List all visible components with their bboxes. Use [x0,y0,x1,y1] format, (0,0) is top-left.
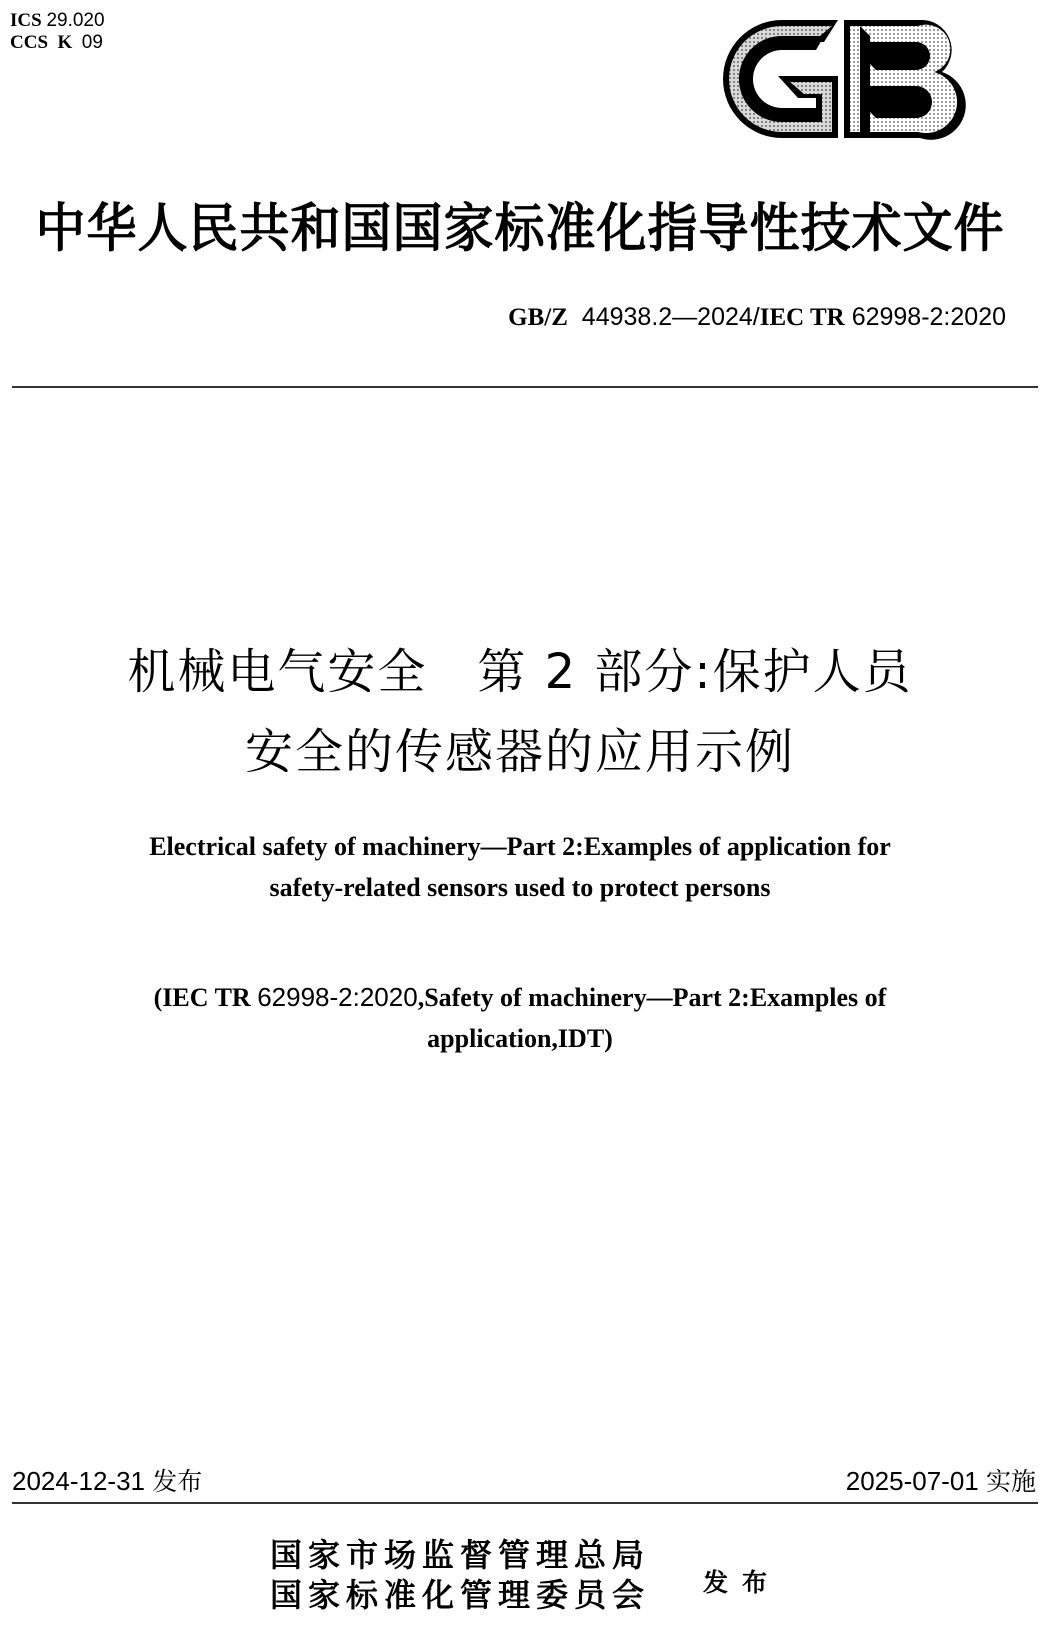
issuing-authorities [270,1535,650,1615]
ccs-line: CCS K 09 [10,32,103,53]
standard-main-number: 44938.2—2024/ [581,303,760,331]
standard-prefix: GB/Z [508,304,568,331]
english-title [0,826,1040,908]
ics-code: 29.020 [46,10,105,31]
chinese-title-line2: 安全的传感器的应用示例 [244,724,795,780]
ccs-code: 09 [81,32,103,53]
top-divider [12,386,1038,388]
bottom-divider [12,1502,1038,1504]
iec-equivalence-line2: application,IDT) [427,1024,613,1053]
issuer-samr: 国家市场监督管理总局 [270,1536,651,1574]
chinese-title [0,632,1040,792]
issuer-sac: 国家标准化管理委员会 [270,1576,651,1614]
issue-action-label: 发布 [703,1568,782,1597]
standard-iec-prefix: IEC TR [759,304,845,331]
ccs-letter: K [57,32,73,53]
standard-number [508,303,1006,332]
ics-line: ICS 29.020 [10,10,105,31]
classification-codes [10,10,105,54]
implementation-date: 2025-07-01 实施 [845,1466,1036,1496]
iec-equivalence [0,977,1040,1059]
chinese-title-line1: 机械电气安全 第 2 部分:保护人员 [127,644,913,700]
standard-iec-number: 62998-2:2020 [851,303,1006,331]
gb-logo-icon [720,16,970,142]
english-title-line1: Electrical safety of machinery—Part 2:Examples of application for [149,832,891,861]
iec-equivalence-line1: (IEC TR 62998-2:2020,Safety of machinery—Part 2:Examples of [153,982,887,1012]
document-category-title: 中华人民共和国国家标准化指导性技术文件 [35,196,1005,259]
issue-date: 2024-12-31 发布 [12,1466,203,1496]
english-title-line2: safety-related sensors used to protect persons [269,873,771,902]
